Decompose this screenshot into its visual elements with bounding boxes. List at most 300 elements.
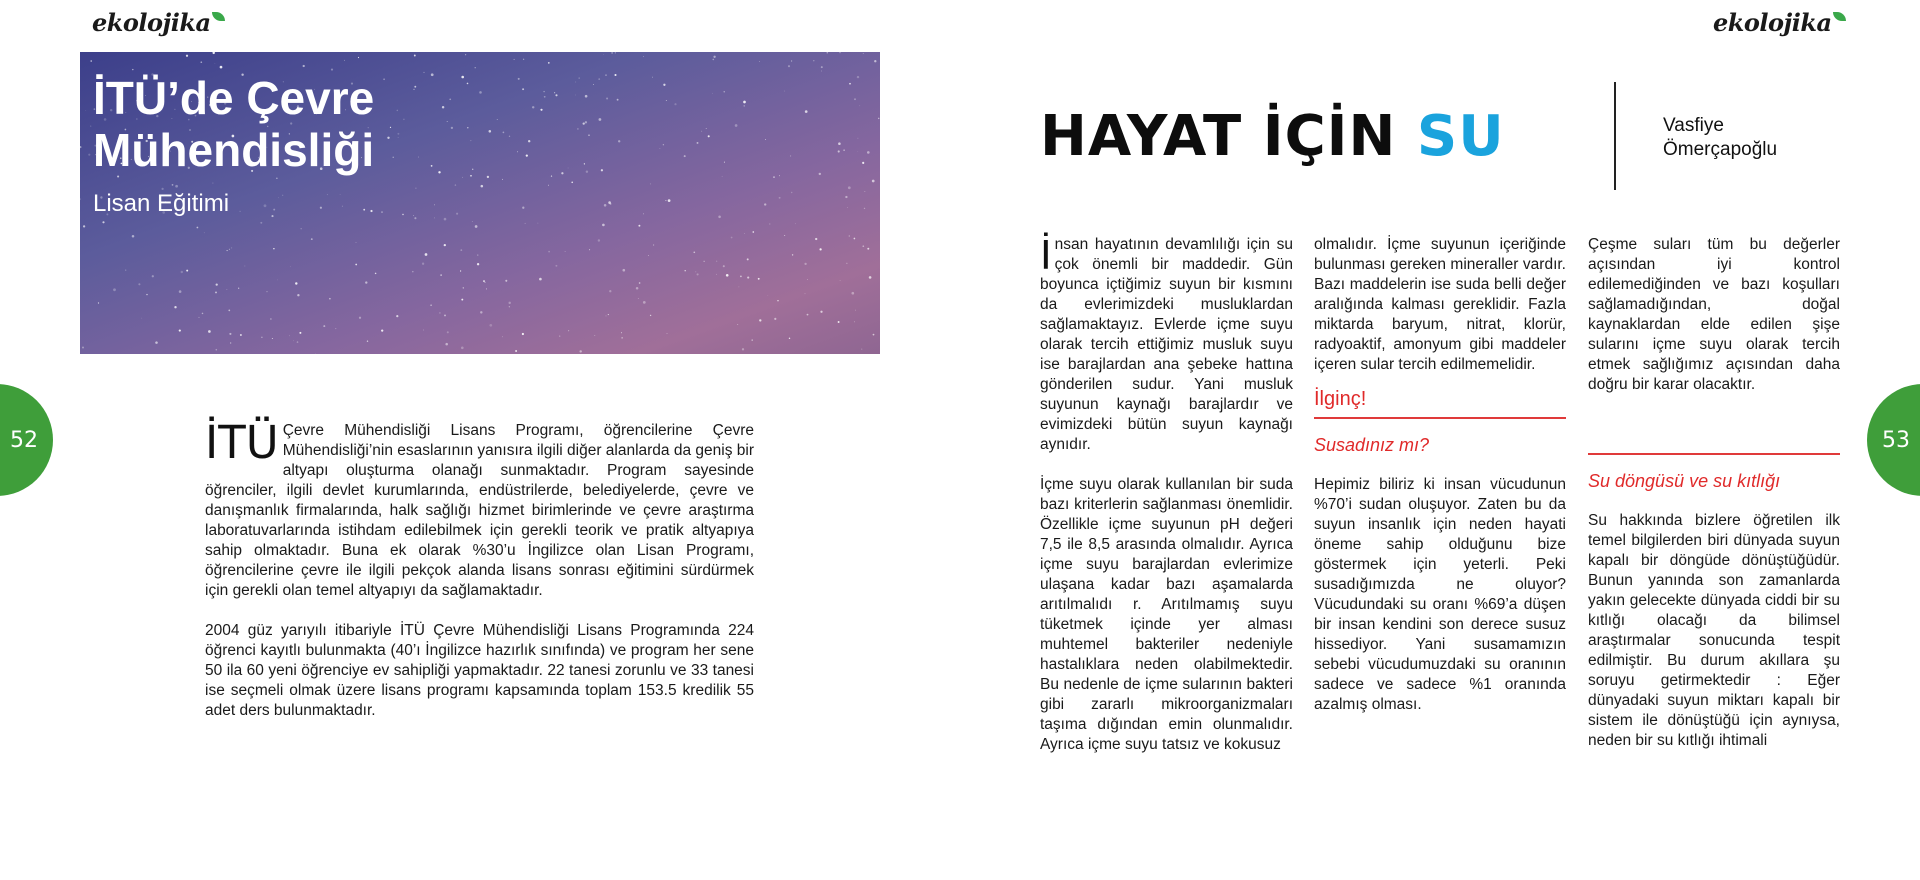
star [438,171,440,173]
star [329,298,331,300]
star [239,211,240,212]
star [200,61,202,63]
star [174,306,176,308]
author-first: Vasfiye [1663,115,1724,136]
star [578,77,579,78]
star [277,279,278,280]
star [489,324,492,327]
star [863,53,864,54]
star [396,315,398,317]
star [414,55,416,57]
article-column-3 [1588,235,1840,771]
star [502,179,503,180]
subhead-susadiniz: Susadınız mı? [1314,435,1430,455]
star [381,211,383,213]
star [706,128,707,129]
star [744,105,745,106]
star [769,223,770,224]
star [311,238,313,240]
star [467,83,469,85]
star [186,270,188,272]
star [431,73,434,76]
star [594,335,595,336]
star [181,271,183,273]
star [585,121,587,123]
star [643,56,644,57]
star [479,91,482,94]
star [447,331,449,333]
hero-subtitle: Lisan Eğitimi [93,190,230,217]
star [444,218,447,221]
hero-title [93,72,374,176]
star [589,249,590,250]
star [462,177,463,178]
star [315,353,316,354]
star [792,254,793,255]
article-title-main: HAYAT İÇİN [1040,104,1417,169]
star [764,203,766,205]
star [538,223,539,224]
star [638,225,640,227]
col2-paragraph-2: Hepimiz biliriz ki insan vücudunun %70’i sudan oluşuyor. Zaten bu da suyun insanlık için neden hayati öneme sahip olduğunu bize göstermek için yeterli. Peki susadığımızda ne oluyor? Vücudundaki su oranı %69’a düşen bir insan kendini son derece susuz hissediyor. Yani susamamızın sebebi vücudumuzdaki su oranının sadece ve sadece %1 oranında azalmış olması. [1314,476,1566,713]
star [618,140,620,142]
star [609,290,611,292]
star [622,269,625,272]
star [724,162,725,163]
star [301,228,302,229]
star [840,280,841,281]
star [430,304,432,306]
star [712,93,713,94]
star [869,276,872,279]
star [303,65,305,67]
star [273,248,274,249]
red-rule [1588,453,1840,455]
star [643,301,646,304]
article-column-2 [1314,235,1566,735]
star [413,89,414,90]
star [643,213,644,214]
star [789,338,790,339]
star [505,280,507,282]
left-paragraph-1-text: Çevre Mühendisliği Lisans Programı, öğrencilerine Çevre Mühendisliği’nin esaslarının yanısıra ilgili diğer alanlarda da geniş bir altyapı oluşturma olanağı sunmaktadır. Program sayesinde öğrenciler, ilgili devlet kurumlarında, endüstrilerde, belediyelerde, çevre ve danışmanlık firmalarında, halk sağlığı hizmet birimlerinde ve çevre araştırma laboratuvarlarında istihdam edilebilmek için gerekli teorik ve pratik altyapıya sahip olmaktadır. Buna ek olarak %30’u İngilizce olan Lisan Programı, öğrencilerine çevre ile ilgili pekçok alanda lisans sonrası eğitimini sürdürmek için gerekli olan temel altyapıyı da sağlamaktadır. [205,422,754,599]
star [819,173,821,175]
star [467,127,468,128]
star [487,176,489,178]
star [522,207,524,209]
star [370,210,372,212]
hero-image [80,52,880,354]
star [204,232,205,233]
star [481,185,484,188]
star [584,163,585,164]
star [784,235,785,236]
star [461,76,464,79]
star [851,292,854,295]
star [102,221,104,223]
star [739,287,740,288]
star [229,333,231,335]
star [697,273,699,275]
star [805,110,808,113]
star [813,60,814,61]
star [517,151,518,152]
star [472,221,473,222]
star [447,121,448,122]
star [509,306,510,307]
star [805,293,806,294]
star [141,318,142,319]
star [267,291,268,292]
page-number-text: 52 [10,427,38,453]
star [342,206,343,207]
star [503,132,505,134]
star [861,349,862,350]
star [598,78,600,80]
star [444,314,446,316]
star [440,274,441,275]
star [88,154,90,156]
star [445,343,448,346]
star [650,315,651,316]
star [340,194,341,195]
star [752,231,754,233]
star [544,96,546,98]
star [383,78,385,80]
author-last: Ömerçapoğlu [1663,139,1778,160]
star [397,133,399,135]
star [791,192,792,193]
hero-title-line2: Mühendisliği [93,124,375,176]
col1-paragraph-2: İçme suyu olarak kullanılan bir suda bazı kriterlerin sağlanması önemlidir. Özellikle içme suyunun pH değeri 7,5 ile 8,5 arasında olmalıdır. Ayrıca içme suyu barajlardan evlerimize ulaşana kadar bazı aşamalarda arıtılmalıdı r. Arıtılmamış suyu tüketmek içinde yer alması muhtemel bakteriler nedeniyle hastalıklara neden olabilmektedir. Bu nedenle de içme sularının bakteri gibi zararlı mikroorganizmaları taşıma dığından emin olunmalıdır. Ayrıca içme suyu tatsız ve kokusuz [1040,476,1293,753]
star [240,334,242,336]
star [878,118,880,120]
star [497,119,498,120]
star [327,194,328,195]
star [744,233,745,234]
star [532,106,534,108]
star [777,300,778,301]
star [471,140,472,141]
star [228,310,230,312]
star [615,52,616,53]
star [502,336,503,337]
star [456,213,458,215]
star [593,84,594,85]
star [821,66,823,68]
star [522,88,524,90]
star [859,105,860,106]
page-number-text: 53 [1882,427,1910,453]
star [261,337,262,338]
star [138,283,140,285]
star [355,264,357,266]
star [779,197,781,199]
star [424,72,425,73]
star [608,314,609,315]
star [847,207,848,208]
star [577,128,579,130]
star [849,235,850,236]
star [586,170,588,172]
star [212,183,213,184]
star [227,289,228,290]
star [723,265,725,267]
star [599,118,602,121]
star [449,98,451,100]
star [539,278,542,281]
star [874,60,876,62]
star [461,346,464,349]
star [758,278,760,280]
star [585,95,588,98]
logo-left [92,8,225,37]
star [484,282,485,283]
star [838,321,840,323]
star [403,119,404,120]
star [425,253,428,256]
star [418,157,419,158]
star [367,340,368,341]
star [740,276,742,278]
star [601,169,603,171]
star [555,94,557,96]
star [551,175,552,176]
star [320,207,322,209]
star [867,248,869,250]
star [843,149,845,151]
star [514,59,515,60]
star [855,310,856,311]
star [708,135,710,137]
star [815,238,817,240]
star [356,242,357,243]
star [297,294,299,296]
star [652,77,653,78]
star [660,148,661,149]
logo-text: ekolojika [1713,8,1832,37]
star [743,101,746,104]
star [795,223,796,224]
star [522,333,524,335]
star [867,151,870,154]
star [568,330,569,331]
star [442,106,444,108]
star [667,333,668,334]
star [344,60,345,61]
star [244,265,245,266]
vertical-divider [1614,82,1616,190]
star [85,110,86,111]
star [779,175,780,176]
star [480,311,482,313]
star [636,287,639,290]
star [202,313,204,315]
star [359,317,361,319]
star [455,184,456,185]
star [439,312,441,314]
star [735,124,738,127]
star [790,155,791,156]
star [774,318,776,320]
star [475,225,478,228]
star [666,100,667,101]
star [422,263,424,265]
star [434,218,435,219]
star [838,142,841,145]
page-number-left [0,384,53,496]
star [132,69,133,70]
sidebar-kicker: İlginç! [1314,388,1367,410]
star [444,244,446,246]
star [718,216,721,219]
star [791,60,792,61]
star [375,273,377,275]
star [509,136,510,137]
star [508,302,510,304]
star [548,251,550,253]
star [648,255,649,256]
star [461,299,463,301]
page-number-right [1867,384,1920,496]
star [713,56,715,58]
star [264,204,267,207]
star [465,54,466,55]
spacer [1588,395,1840,453]
star [215,63,216,64]
star [470,175,472,177]
star [397,110,399,112]
star [543,91,544,92]
author-name [1663,114,1777,162]
logo-text: ekolojika [92,8,211,37]
star [463,287,464,288]
star [125,270,126,271]
star [605,315,606,316]
star [621,332,622,333]
star [393,157,394,158]
star [674,103,676,105]
star [175,185,178,188]
star [297,341,299,343]
star [568,168,569,169]
star [528,140,530,142]
star [475,67,476,68]
star [230,342,231,343]
star [846,263,847,264]
star [722,176,723,177]
star [358,57,359,58]
star [602,224,605,227]
star [737,324,738,325]
star [179,330,181,332]
col1-paragraph-1 [1040,231,1293,455]
star [857,151,858,152]
star [526,154,528,156]
star [639,282,641,284]
star [854,98,856,100]
col3-paragraph-2: Su hakkında bizlere öğretilen ilk temel bilgilerden biri dünyada suyun kapalı bir döngüde dönüştüğüdür. Bunun yanında son zamanlarda yakın gelecekte dünyada ciddi bir su kıtlığı olacağı da bilimsel araştırmalar sonucunda tespit edilmiştir. Bu durum akıllara şu soruyu getirmektedir : Eğer dünyadaki suyun miktarı kapalı bir sistem ile dönüştüğü için aynıysa, neden bir su kıtlığı ihtimali [1588,512,1840,749]
star [227,250,228,251]
star [523,59,524,60]
star [555,265,557,267]
star [540,109,542,111]
star [434,205,435,206]
star [172,184,174,186]
star [82,347,84,349]
star [273,209,275,211]
star [653,244,654,245]
left-article-body [205,416,754,741]
star [186,55,188,57]
star [483,280,485,282]
star [684,270,685,271]
star [83,225,85,227]
star [838,150,840,152]
star [98,302,99,303]
star [415,187,416,188]
star [515,350,517,352]
star [575,95,576,96]
star [290,266,291,267]
star [697,142,699,144]
star [197,227,199,229]
star [665,200,666,201]
star [413,215,414,216]
star [827,52,829,53]
star [579,350,581,352]
star [611,52,613,54]
star [272,338,273,339]
star [212,52,214,54]
star [726,274,729,277]
star [701,131,702,132]
star [862,162,864,164]
star [331,69,333,71]
star [684,155,686,157]
star [216,349,218,351]
star [80,146,81,148]
dropcap: İ [1040,231,1052,278]
star [451,127,453,129]
star [873,334,875,336]
star [199,317,200,318]
article-column-1 [1040,231,1293,775]
col3-paragraph-1: Çeşme suları tüm bu değerler açısından iyi kontrol edilemediğinden ve bazı koşulları sağlamadığından, doğal kaynaklardan elde edilen şişe sularını içme suyu olarak tercih etmek sağlığımız açısından daha doğru bir karar olacaktır. [1588,236,1840,393]
star [295,282,297,284]
star [486,288,487,289]
star [146,294,147,295]
star [598,239,600,241]
star [431,165,433,167]
star [742,348,744,350]
star [603,54,604,55]
article-title-accent: SU [1416,104,1505,169]
star [270,318,272,320]
star [90,126,91,127]
star [784,91,785,92]
star [414,86,416,88]
star [282,195,283,196]
star [614,74,616,76]
star [565,251,566,252]
star [604,204,607,207]
star [864,208,865,209]
star [271,215,273,217]
star [398,137,399,138]
star [606,97,608,99]
star [575,82,576,83]
